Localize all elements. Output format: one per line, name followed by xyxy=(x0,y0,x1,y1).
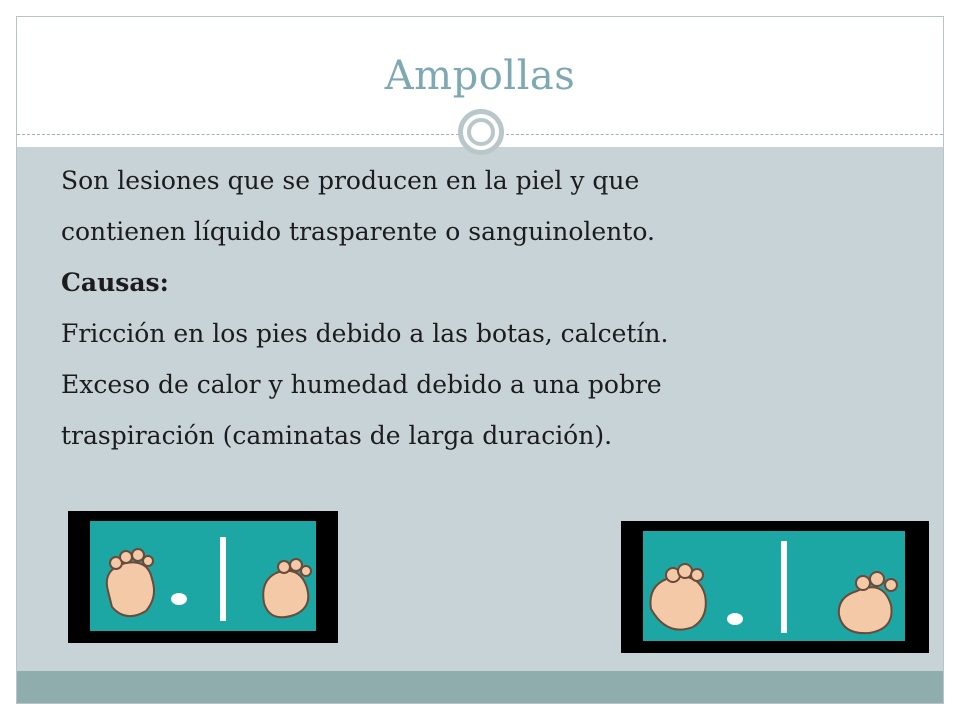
feet-kicking-ball-icon xyxy=(68,511,338,643)
body-line: Son lesiones que se producen en la piel y que xyxy=(61,166,640,195)
slide xyxy=(16,16,944,704)
body-line: traspiración (caminatas de larga duración). xyxy=(61,421,613,450)
body-line: Fricción en los pies debido a las botas, calcetín. xyxy=(61,319,669,348)
slide-title: Ampollas xyxy=(384,53,576,99)
body-line: contienen líquido trasparente o sanguinolento. xyxy=(61,217,655,246)
feet-kicking-ball-icon xyxy=(621,521,929,653)
body-line: Exceso de calor y humedad debido a una pobre xyxy=(61,370,662,399)
slide-body-text xyxy=(61,155,668,461)
feet-ping-pong-image-right xyxy=(621,521,929,653)
ring-ornament-icon xyxy=(458,109,504,155)
feet-ping-pong-image-left xyxy=(68,511,338,643)
footer-bar xyxy=(17,671,943,703)
causes-heading: Causas: xyxy=(61,268,169,297)
